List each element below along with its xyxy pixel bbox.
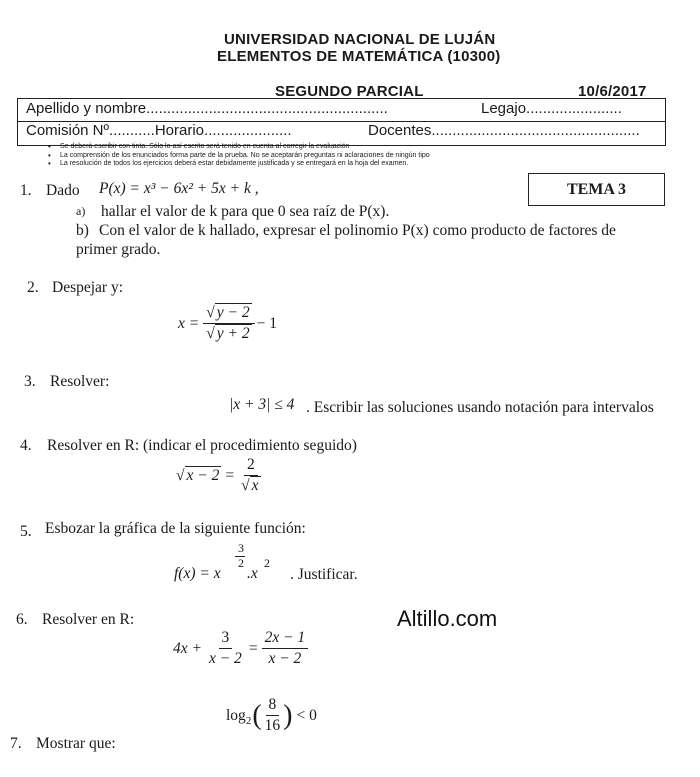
student-info-box	[17, 98, 666, 146]
q6-lhs: 4x +	[173, 639, 202, 657]
q2-text: Despejar y:	[52, 279, 124, 296]
q4-equation: √ x − 2 = $\frac{2}{√ x}$	[176, 456, 264, 495]
q5-text: Esbozar la gráfica de la siguiente función:	[45, 520, 306, 537]
q4-denominator: x	[251, 477, 259, 494]
docentes-label: Docentes..................................................	[368, 122, 640, 139]
q5-exp-num: 3	[238, 541, 244, 555]
q6-log-tail: < 0	[296, 706, 317, 724]
legajo-field[interactable]	[481, 100, 622, 117]
legajo-label: Legajo.......................	[481, 100, 622, 117]
exam-rules	[60, 143, 430, 169]
exam-title: SEGUNDO PARCIAL	[275, 83, 424, 100]
q1a-label: a)	[76, 204, 86, 218]
comision-field[interactable]	[26, 122, 292, 139]
q6-log-denominator: 16	[264, 717, 281, 734]
q6-log-inequality: log $_2$ ( $\frac{8}{16}$ ) < 0	[226, 696, 317, 734]
q6-text: Resolver en R:	[42, 611, 135, 628]
rule-item: • La resolución de todos los ejercicios deberá estar debidamente justificada y se entregará en la hoja del examen.	[60, 160, 430, 169]
rule-item: • Se deberá escribir con tinta. Sólo lo así escrito será tenido en cuenta al corregir la evaluación	[60, 143, 430, 152]
q1-number: 1.	[20, 182, 32, 199]
exam-date: 10/6/2017	[578, 83, 647, 100]
name-field[interactable]	[26, 100, 388, 117]
q5-mid: .x	[247, 565, 258, 582]
q5-note: . Justificar.	[290, 566, 358, 583]
q2-equation	[178, 304, 277, 343]
q6-log-fraction	[262, 696, 284, 735]
q6-f1-numerator: 3	[219, 629, 233, 649]
q6-log: log	[226, 706, 246, 724]
q1b-text-2: primer grado.	[76, 241, 161, 258]
q4-number: 4.	[20, 437, 32, 454]
q3-inequality: |x + 3| ≤ 4	[229, 396, 295, 413]
q2-number: 2.	[27, 279, 39, 296]
university-title: UNIVERSIDAD NACIONAL DE LUJÁN	[224, 31, 496, 48]
q1-intro: Dado	[46, 182, 80, 199]
name-label: Apellido y nombre..........................................................	[26, 100, 388, 117]
q6-f2-denominator: x − 2	[268, 650, 302, 667]
q7-number: 7.	[10, 735, 22, 752]
q5-number: 5.	[20, 523, 32, 540]
q2-lhs: x =	[178, 314, 200, 332]
q4-radicand: x − 2	[186, 466, 220, 484]
q3-text: Resolver:	[50, 373, 110, 390]
q7-text: Mostrar que:	[36, 735, 116, 752]
q5-function: f(x) = x	[174, 565, 221, 582]
q1b-text-1: Con el valor de k hallado, expresar el polinomio P(x) como producto de factores de	[99, 222, 616, 239]
q5-exp-den: 2	[238, 556, 244, 570]
q6-f1-denominator: x − 2	[208, 650, 242, 667]
q1b-label: b)	[76, 222, 89, 239]
q1a-text: hallar el valor de k para que 0 sea raíz de P(x).	[101, 203, 390, 220]
q2-numerator: y − 2	[216, 304, 250, 321]
q4-fraction: $\frac{2}{√ x}$	[241, 456, 259, 494]
course-title: ELEMENTOS DE MATEMÁTICA (10300)	[217, 48, 501, 65]
q1-polynomial: P(x) = x³ − 6x² + 5x + k ,	[99, 180, 259, 197]
docentes-field[interactable]	[368, 122, 640, 139]
q6-fraction-2	[262, 629, 309, 668]
q4-equals: =	[225, 466, 235, 484]
q4-numerator: 2	[244, 456, 258, 476]
tema-box: TEMA 3	[528, 173, 665, 206]
q6-number: 6.	[16, 611, 28, 628]
q6-log-numerator: 8	[266, 696, 280, 716]
comision-label: Comisión Nº...........Horario.....................	[26, 122, 292, 139]
q2-tail: − 1	[256, 314, 277, 332]
q6-equation	[173, 629, 308, 668]
q6-f2-numerator: 2x − 1	[262, 629, 309, 649]
q6-log-base: 2	[245, 714, 252, 727]
q3-number: 3.	[24, 373, 36, 390]
q4-text: Resolver en R: (indicar el procedimiento seguido)	[47, 437, 357, 454]
q5-exp2: 2	[264, 556, 270, 570]
q6-equals: =	[248, 639, 258, 657]
watermark-logo: Altillo.com	[397, 606, 498, 631]
q2-denominator: y + 2	[216, 325, 250, 342]
q3-note: . Escribir las soluciones usando notación para intervalos	[306, 399, 654, 416]
rule-item: • La comprensión de los enunciados forma parte de la prueba. No se aceptarán preguntas ni aclaraciones de ningún tipo	[60, 152, 430, 161]
q2-fraction: $\frac{√ y - 2}{√ y + 2}$	[203, 304, 254, 343]
q6-fraction-1	[206, 629, 245, 668]
